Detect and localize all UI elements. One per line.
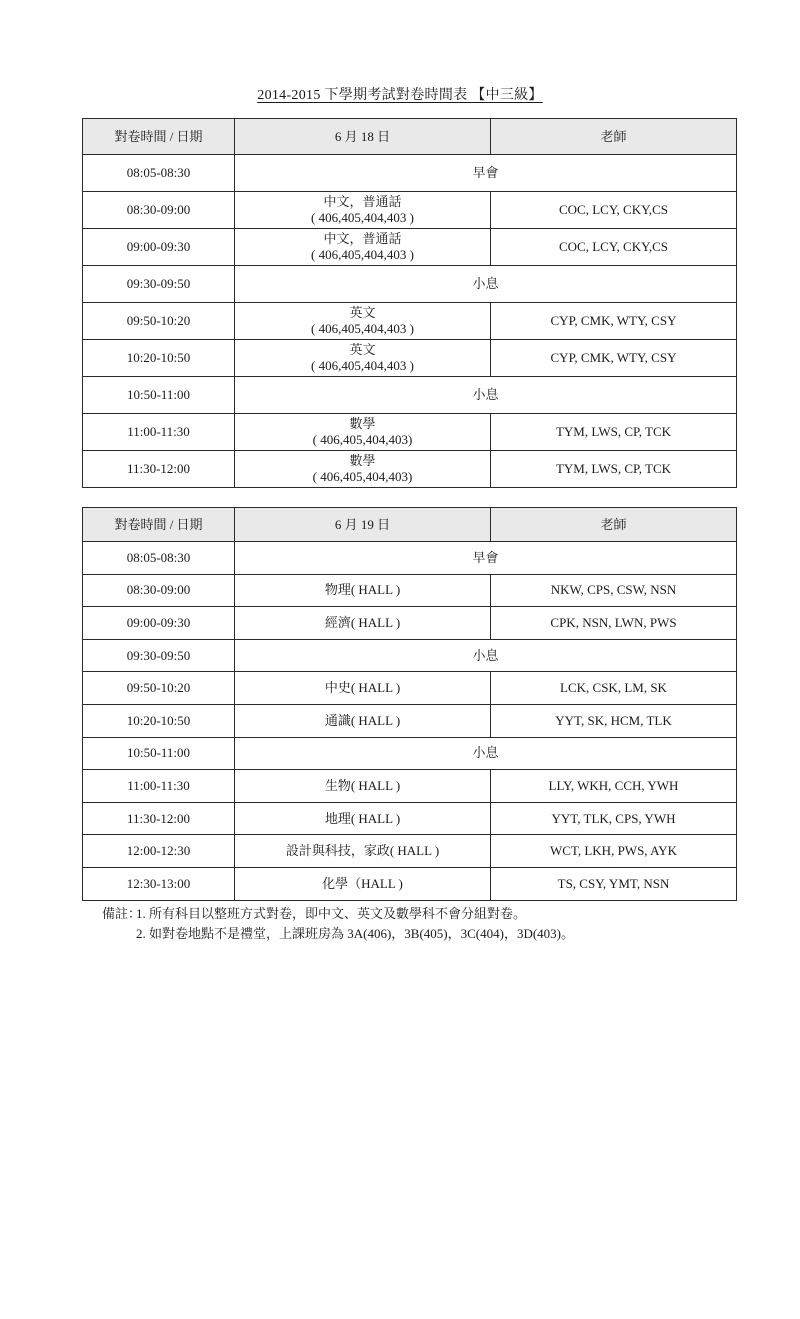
teachers-cell: TS, CSY, YMT, NSN (491, 867, 737, 900)
time-cell: 11:30-12:00 (83, 451, 235, 488)
subject-cell: 地理( HALL ) (235, 802, 491, 835)
subject-classes: ( 406,405,404,403 ) (311, 210, 414, 225)
subject-cell: 經濟( HALL ) (235, 607, 491, 640)
teachers-cell: CPK, NSN, LWN, PWS (491, 607, 737, 640)
header-teachers: 老師 (491, 508, 737, 542)
time-cell: 09:30-09:50 (83, 639, 235, 672)
subject-name: 中文，普通話 (323, 194, 402, 209)
table-row (83, 672, 737, 705)
teachers-cell: COC, LCY, CKY,CS (491, 192, 737, 229)
table-header-row (83, 119, 737, 155)
table-row (83, 835, 737, 868)
subject-cell (235, 192, 491, 229)
subject-name: 英文 (349, 305, 376, 320)
table-row (83, 607, 737, 640)
time-cell: 11:00-11:30 (83, 770, 235, 803)
teachers-cell: CYP, CMK, WTY, CSY (491, 340, 737, 377)
subject-name: 英文 (349, 342, 376, 357)
break-cell: 早會 (235, 542, 737, 575)
table-row (83, 574, 737, 607)
table-row (83, 155, 737, 192)
subject-classes: ( 406,405,404,403 ) (311, 247, 414, 262)
subject-classes: ( 406,405,404,403 ) (311, 358, 414, 373)
time-cell: 11:00-11:30 (83, 414, 235, 451)
subject-cell: 生物( HALL ) (235, 770, 491, 803)
schedule-table-june-19 (82, 507, 737, 901)
time-cell: 08:30-09:00 (83, 574, 235, 607)
time-cell: 08:30-09:00 (83, 192, 235, 229)
table-row (83, 639, 737, 672)
table-row (83, 737, 737, 770)
teachers-cell: CYP, CMK, WTY, CSY (491, 303, 737, 340)
table-row (83, 451, 737, 488)
header-date: 6 月 19 日 (235, 508, 491, 542)
time-cell: 10:20-10:50 (83, 340, 235, 377)
subject-cell: 化學（HALL ) (235, 867, 491, 900)
teachers-cell: YYT, TLK, CPS, YWH (491, 802, 737, 835)
teachers-cell: YYT, SK, HCM, TLK (491, 704, 737, 737)
break-cell: 小息 (235, 377, 737, 414)
notes-label: 備註： (102, 906, 142, 921)
teachers-cell: LLY, WKH, CCH, YWH (491, 770, 737, 803)
time-cell: 10:50-11:00 (83, 377, 235, 414)
time-cell: 10:20-10:50 (83, 704, 235, 737)
note-item: 2. 如對卷地點不是禮堂，上課班房為 3A(406)，3B(405)，3C(404)，3D(403)。 (136, 926, 575, 941)
teachers-cell: COC, LCY, CKY,CS (491, 229, 737, 266)
teachers-cell: LCK, CSK, LM, SK (491, 672, 737, 705)
table-row (83, 229, 737, 266)
table-row (83, 266, 737, 303)
header-time-date: 對卷時間 / 日期 (83, 508, 235, 542)
header-date: 6 月 18 日 (235, 119, 491, 155)
note-item: 1. 所有科目以整班方式對卷，即中文、英文及數學科不會分組對卷。 (136, 906, 527, 921)
table-row (83, 867, 737, 900)
time-cell: 12:00-12:30 (83, 835, 235, 868)
teachers-cell: NKW, CPS, CSW, NSN (491, 574, 737, 607)
subject-classes: ( 406,405,404,403 ) (311, 321, 414, 336)
time-cell: 11:30-12:00 (83, 802, 235, 835)
teachers-cell: TYM, LWS, CP, TCK (491, 451, 737, 488)
schedule-table-june-18 (82, 118, 737, 488)
subject-cell (235, 229, 491, 266)
subject-cell (235, 340, 491, 377)
subject-cell: 通識( HALL ) (235, 704, 491, 737)
header-time-date: 對卷時間 / 日期 (83, 119, 235, 155)
subject-name: 中文，普通話 (323, 231, 402, 246)
time-cell: 09:00-09:30 (83, 229, 235, 266)
break-cell: 小息 (235, 639, 737, 672)
subject-cell: 中史( HALL ) (235, 672, 491, 705)
subject-cell (235, 414, 491, 451)
table-row (83, 377, 737, 414)
table-row (83, 192, 737, 229)
table-header-row (83, 508, 737, 542)
table-row (83, 303, 737, 340)
subject-name: 數學 (349, 453, 376, 468)
break-cell: 小息 (235, 266, 737, 303)
header-teachers: 老師 (491, 119, 737, 155)
table-row (83, 802, 737, 835)
time-cell: 08:05-08:30 (83, 542, 235, 575)
break-cell: 早會 (235, 155, 737, 192)
table-row (83, 704, 737, 737)
page-title (0, 84, 800, 104)
page-title-text: 2014-2015 下學期考試對卷時間表 【中三級】 (257, 88, 543, 103)
table-row (83, 770, 737, 803)
subject-name: 數學 (349, 416, 376, 431)
time-cell: 09:50-10:20 (83, 303, 235, 340)
subject-classes: ( 406,405,404,403) (312, 432, 413, 447)
subject-classes: ( 406,405,404,403) (312, 469, 413, 484)
break-cell: 小息 (235, 737, 737, 770)
time-cell: 12:30-13:00 (83, 867, 235, 900)
table-row (83, 542, 737, 575)
subject-cell: 物理( HALL ) (235, 574, 491, 607)
subject-cell (235, 303, 491, 340)
subject-cell (235, 451, 491, 488)
time-cell: 10:50-11:00 (83, 737, 235, 770)
teachers-cell: WCT, LKH, PWS, AYK (491, 835, 737, 868)
time-cell: 09:00-09:30 (83, 607, 235, 640)
table-row (83, 340, 737, 377)
subject-cell: 設計與科技，家政( HALL ) (235, 835, 491, 868)
teachers-cell: TYM, LWS, CP, TCK (491, 414, 737, 451)
time-cell: 09:30-09:50 (83, 266, 235, 303)
table-row (83, 414, 737, 451)
time-cell: 09:50-10:20 (83, 672, 235, 705)
time-cell: 08:05-08:30 (83, 155, 235, 192)
